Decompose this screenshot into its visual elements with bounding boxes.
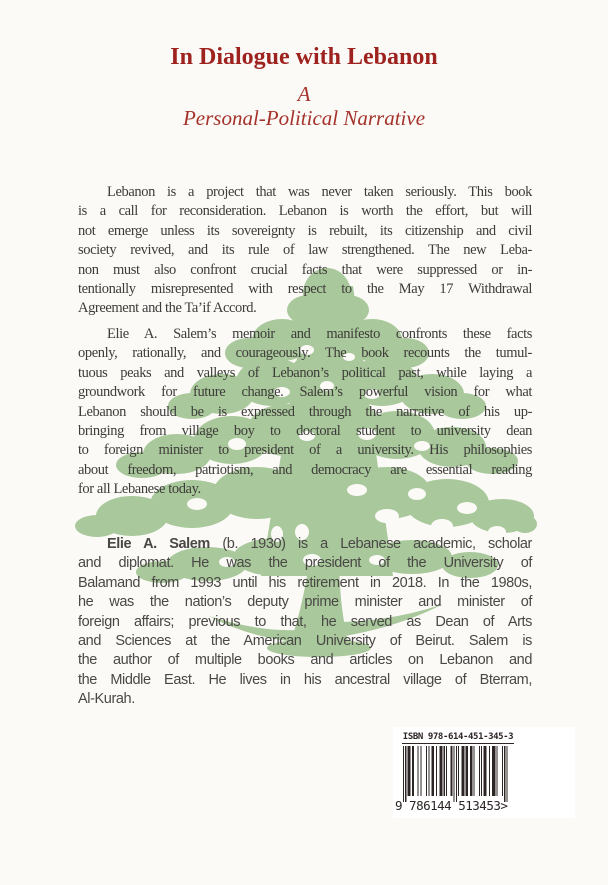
book-subtitle xyxy=(0,82,608,130)
text-line: bringing from village boy to doctoral student to university dean xyxy=(78,423,532,440)
text-line: to foreign minister to president of a university. His philosophies xyxy=(78,442,532,459)
author-bio xyxy=(78,535,532,710)
text-line: tuous peaks and valleys of Lebanon’s political past, while laying a xyxy=(78,364,532,381)
barcode-digits: 9 786144 513453> xyxy=(395,798,508,813)
text-line: the author of multiple books and articles on Lebanon and xyxy=(78,652,532,669)
text-line: for all Lebanese today. xyxy=(78,481,201,498)
text-line: not emerge unless its sovereignty is rebuilt, its citizenship and civil xyxy=(78,222,532,239)
author-name: Elie A. Salem xyxy=(107,536,210,552)
text-line: Agreement and the Ta’if Accord. xyxy=(78,300,257,317)
text-line: is a call for reconsideration. Lebanon is worth the effort, but will xyxy=(78,203,532,220)
book-title: In Dialogue with Lebanon xyxy=(170,44,438,70)
text-line: tentionally misrepresented with respect to the May 17 Withdrawal xyxy=(78,281,532,298)
isbn-label: ISBN 978-614-451-345-3 xyxy=(402,732,514,742)
synopsis-paragraph-2 xyxy=(78,325,532,500)
text-line: and diplomat. He was the president of the University of xyxy=(78,555,532,572)
text-line: Al-Kurah. xyxy=(78,691,135,708)
text-line: foreign affairs; previous to that, he served as Dean of Arts xyxy=(78,613,532,630)
bio-first-line xyxy=(78,535,532,554)
text-line: groundwork for future change. Salem’s powerful vision for what xyxy=(78,384,532,401)
bio-first-line-text: (b. 1930) is a Lebanese academic, scholar xyxy=(209,536,532,552)
barcode-panel xyxy=(393,727,575,818)
text-line: openly, rationally, and courageously. The book recounts the tumul- xyxy=(78,345,532,362)
text-line: Balamand from 1993 until his retirement in 2018. In the 1980s, xyxy=(78,574,532,591)
text-line: about freedom, patriotism, and democracy are essential reading xyxy=(78,461,532,478)
text-line: the Middle East. He lives in his ancestral village of Bterram, xyxy=(78,671,532,688)
text-line: Lebanon is a project that was never taken seriously. This book xyxy=(107,184,532,200)
text-line: non must also confront crucial facts that were suppressed or in- xyxy=(78,261,532,278)
text-line: Lebanon should be is expressed through the narrative of his up- xyxy=(78,403,532,420)
subtitle-line-a: A xyxy=(297,82,311,106)
text-line: society revived, and its rule of law strengthened. The new Leba- xyxy=(78,242,532,259)
ean13-barcode xyxy=(403,746,508,803)
bio-lines xyxy=(78,554,532,709)
subtitle-line-narrative: Personal-Political Narrative xyxy=(182,106,426,130)
text-line: Elie A. Salem’s memoir and manifesto confronts these facts xyxy=(107,326,532,342)
synopsis-paragraph-1 xyxy=(78,183,532,319)
text-line: and Sciences at the American University of Beirut. Salem is xyxy=(78,633,532,650)
text-line: he was the nation’s deputy prime minister and minister of xyxy=(78,594,532,611)
